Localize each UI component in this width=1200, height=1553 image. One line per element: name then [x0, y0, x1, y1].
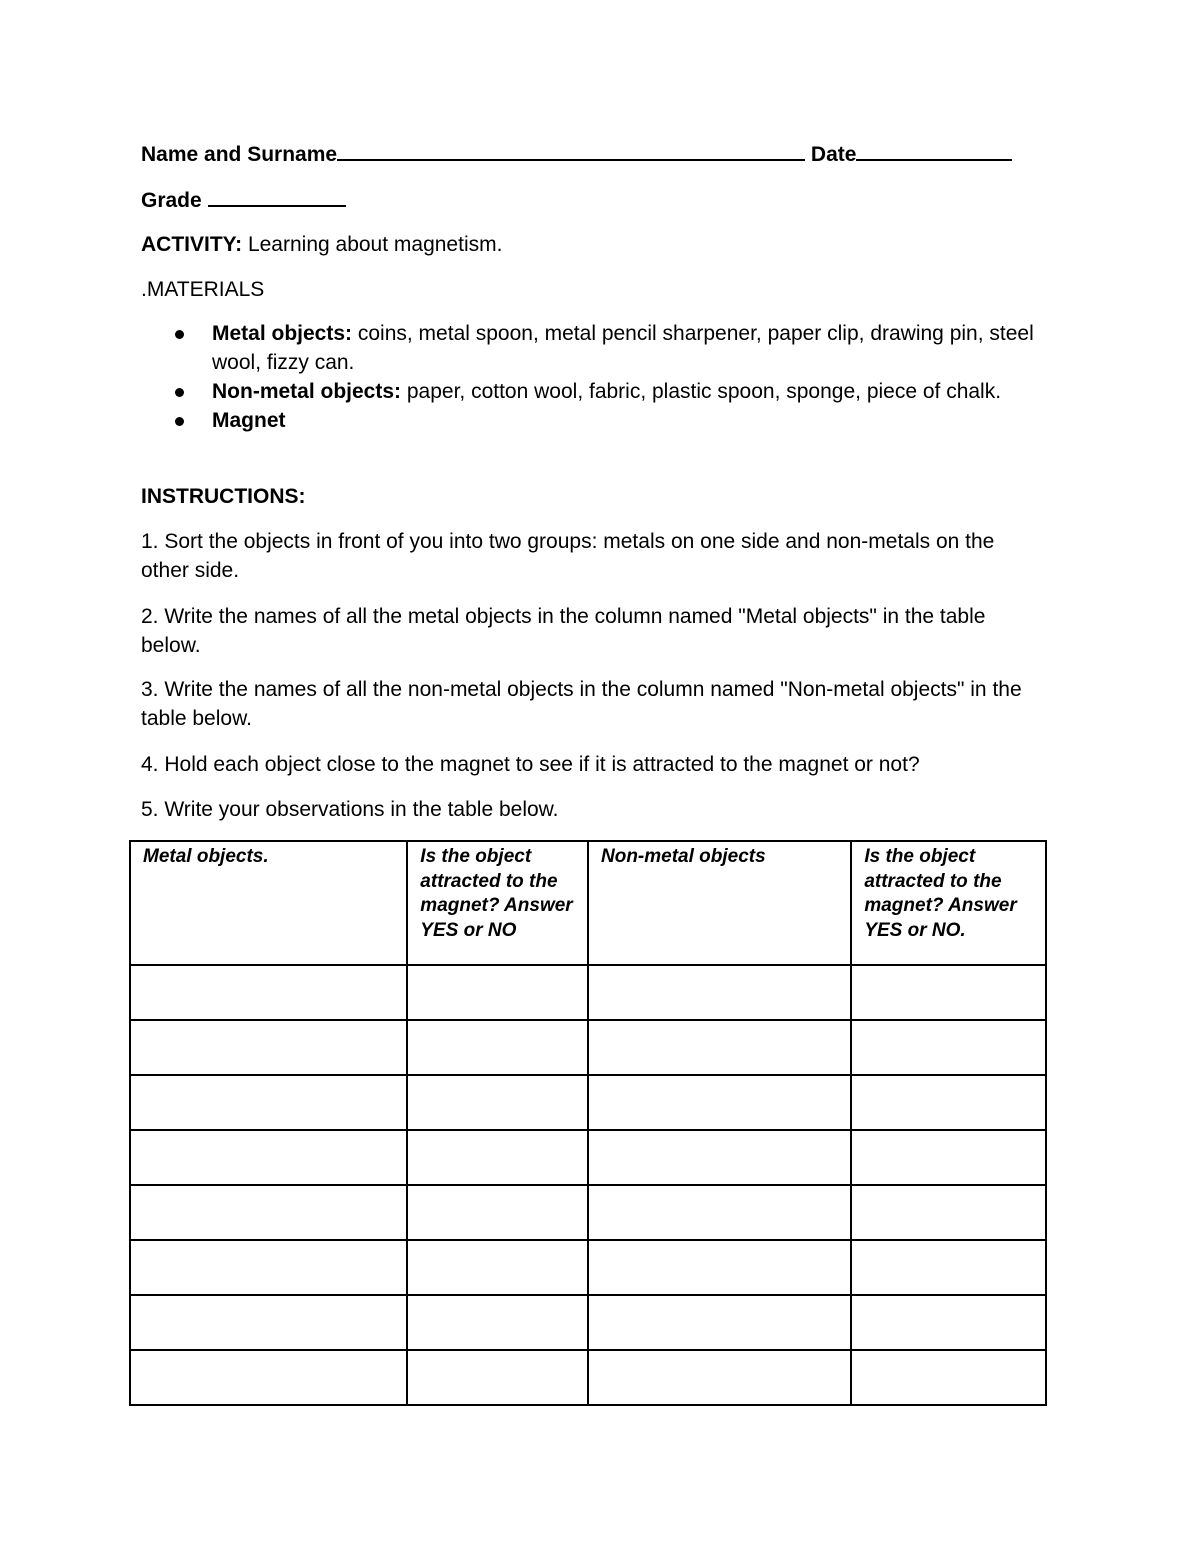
grade-line: [141, 186, 346, 216]
name-date-line: [141, 140, 1012, 170]
activity-text: Learning about magnetism.: [242, 233, 503, 256]
table-row: [130, 1185, 1046, 1240]
table-cell[interactable]: [851, 1185, 1046, 1240]
instruction-step-5: 5. Write your observations in the table below.: [141, 798, 559, 821]
instructions-heading: INSTRUCTIONS:: [141, 485, 306, 508]
header-metal-objects: Metal objects.: [130, 841, 407, 965]
material-label: Magnet: [212, 409, 286, 432]
bullet-dot-icon: [175, 330, 184, 339]
date-label: Date: [810, 143, 857, 166]
list-item: [141, 406, 1041, 435]
materials-heading: .MATERIALS: [141, 278, 265, 301]
table-cell[interactable]: [851, 1350, 1046, 1405]
table-cell[interactable]: [130, 1075, 407, 1130]
table-cell[interactable]: [130, 1185, 407, 1240]
table-cell[interactable]: [130, 1240, 407, 1295]
table-cell[interactable]: [130, 1295, 407, 1350]
table-cell[interactable]: [130, 1020, 407, 1075]
table-cell[interactable]: [588, 1295, 851, 1350]
table-row: [130, 1240, 1046, 1295]
table-cell[interactable]: [407, 1350, 588, 1405]
material-label: Non-metal objects:: [212, 380, 402, 403]
material-text: paper, cotton wool, fabric, plastic spoon, sponge, piece of chalk.: [401, 380, 1002, 403]
table-cell[interactable]: [407, 1240, 588, 1295]
table-cell[interactable]: [407, 1295, 588, 1350]
table-row: [130, 1350, 1046, 1405]
table-cell[interactable]: [407, 965, 588, 1020]
table-row: [130, 1020, 1046, 1075]
table-cell[interactable]: [407, 1075, 588, 1130]
date-blank[interactable]: [856, 141, 1012, 161]
table-cell[interactable]: [130, 1350, 407, 1405]
table-row: [130, 1075, 1046, 1130]
table-cell[interactable]: [851, 1020, 1046, 1075]
table-cell[interactable]: [588, 965, 851, 1020]
table-cell[interactable]: [851, 965, 1046, 1020]
header-non-metal-objects: Non-metal objects: [588, 841, 851, 965]
table-header-row: [130, 841, 1046, 965]
table-cell[interactable]: [851, 1130, 1046, 1185]
table-cell[interactable]: [588, 1020, 851, 1075]
header-non-metal-attracted: Is the object attracted to the magnet? Answer YES or NO.: [851, 841, 1046, 965]
name-blank[interactable]: [337, 141, 805, 161]
activity-line: [141, 230, 502, 260]
table-cell[interactable]: [588, 1185, 851, 1240]
materials-list: [141, 319, 1041, 435]
table-row: [130, 965, 1046, 1020]
bullet-dot-icon: [175, 417, 184, 426]
bullet-dot-icon: [175, 388, 184, 397]
header-metal-attracted: Is the object attracted to the magnet? Answer YES or NO: [407, 841, 588, 965]
material-label: Metal objects:: [212, 322, 353, 345]
name-label: Name and Surname: [141, 143, 338, 166]
instruction-step-1: 1. Sort the objects in front of you into two groups: metals on one side and non-metals on the other side.: [141, 530, 995, 582]
table-cell[interactable]: [588, 1240, 851, 1295]
table-cell[interactable]: [588, 1130, 851, 1185]
table-body: [130, 965, 1046, 1405]
instruction-step-3: 3. Write the names of all the non-metal objects in the column named "Non-metal objects" in the table below.: [141, 678, 1022, 730]
table-cell[interactable]: [588, 1075, 851, 1130]
grade-label: Grade: [141, 189, 202, 212]
table-cell[interactable]: [851, 1240, 1046, 1295]
table-cell[interactable]: [130, 965, 407, 1020]
table-cell[interactable]: [407, 1020, 588, 1075]
instruction-step-2: 2. Write the names of all the metal objects in the column named "Metal objects" in the table below.: [141, 605, 986, 657]
table-cell[interactable]: [407, 1185, 588, 1240]
material-text: coins, metal spoon, metal pencil sharpener, paper clip, drawing pin, steel wool, fizzy can.: [212, 322, 1034, 374]
table-cell[interactable]: [588, 1350, 851, 1405]
table-cell[interactable]: [851, 1295, 1046, 1350]
table-row: [130, 1295, 1046, 1350]
observations-table: [129, 840, 1047, 1406]
table-cell[interactable]: [130, 1130, 407, 1185]
list-item: [141, 319, 1041, 377]
table-cell[interactable]: [407, 1130, 588, 1185]
list-item: [141, 377, 1041, 406]
activity-label: ACTIVITY:: [141, 233, 243, 256]
grade-blank[interactable]: [208, 187, 346, 207]
table-cell[interactable]: [851, 1075, 1046, 1130]
table-row: [130, 1130, 1046, 1185]
instruction-step-4: 4. Hold each object close to the magnet to see if it is attracted to the magnet or not?: [141, 753, 920, 776]
